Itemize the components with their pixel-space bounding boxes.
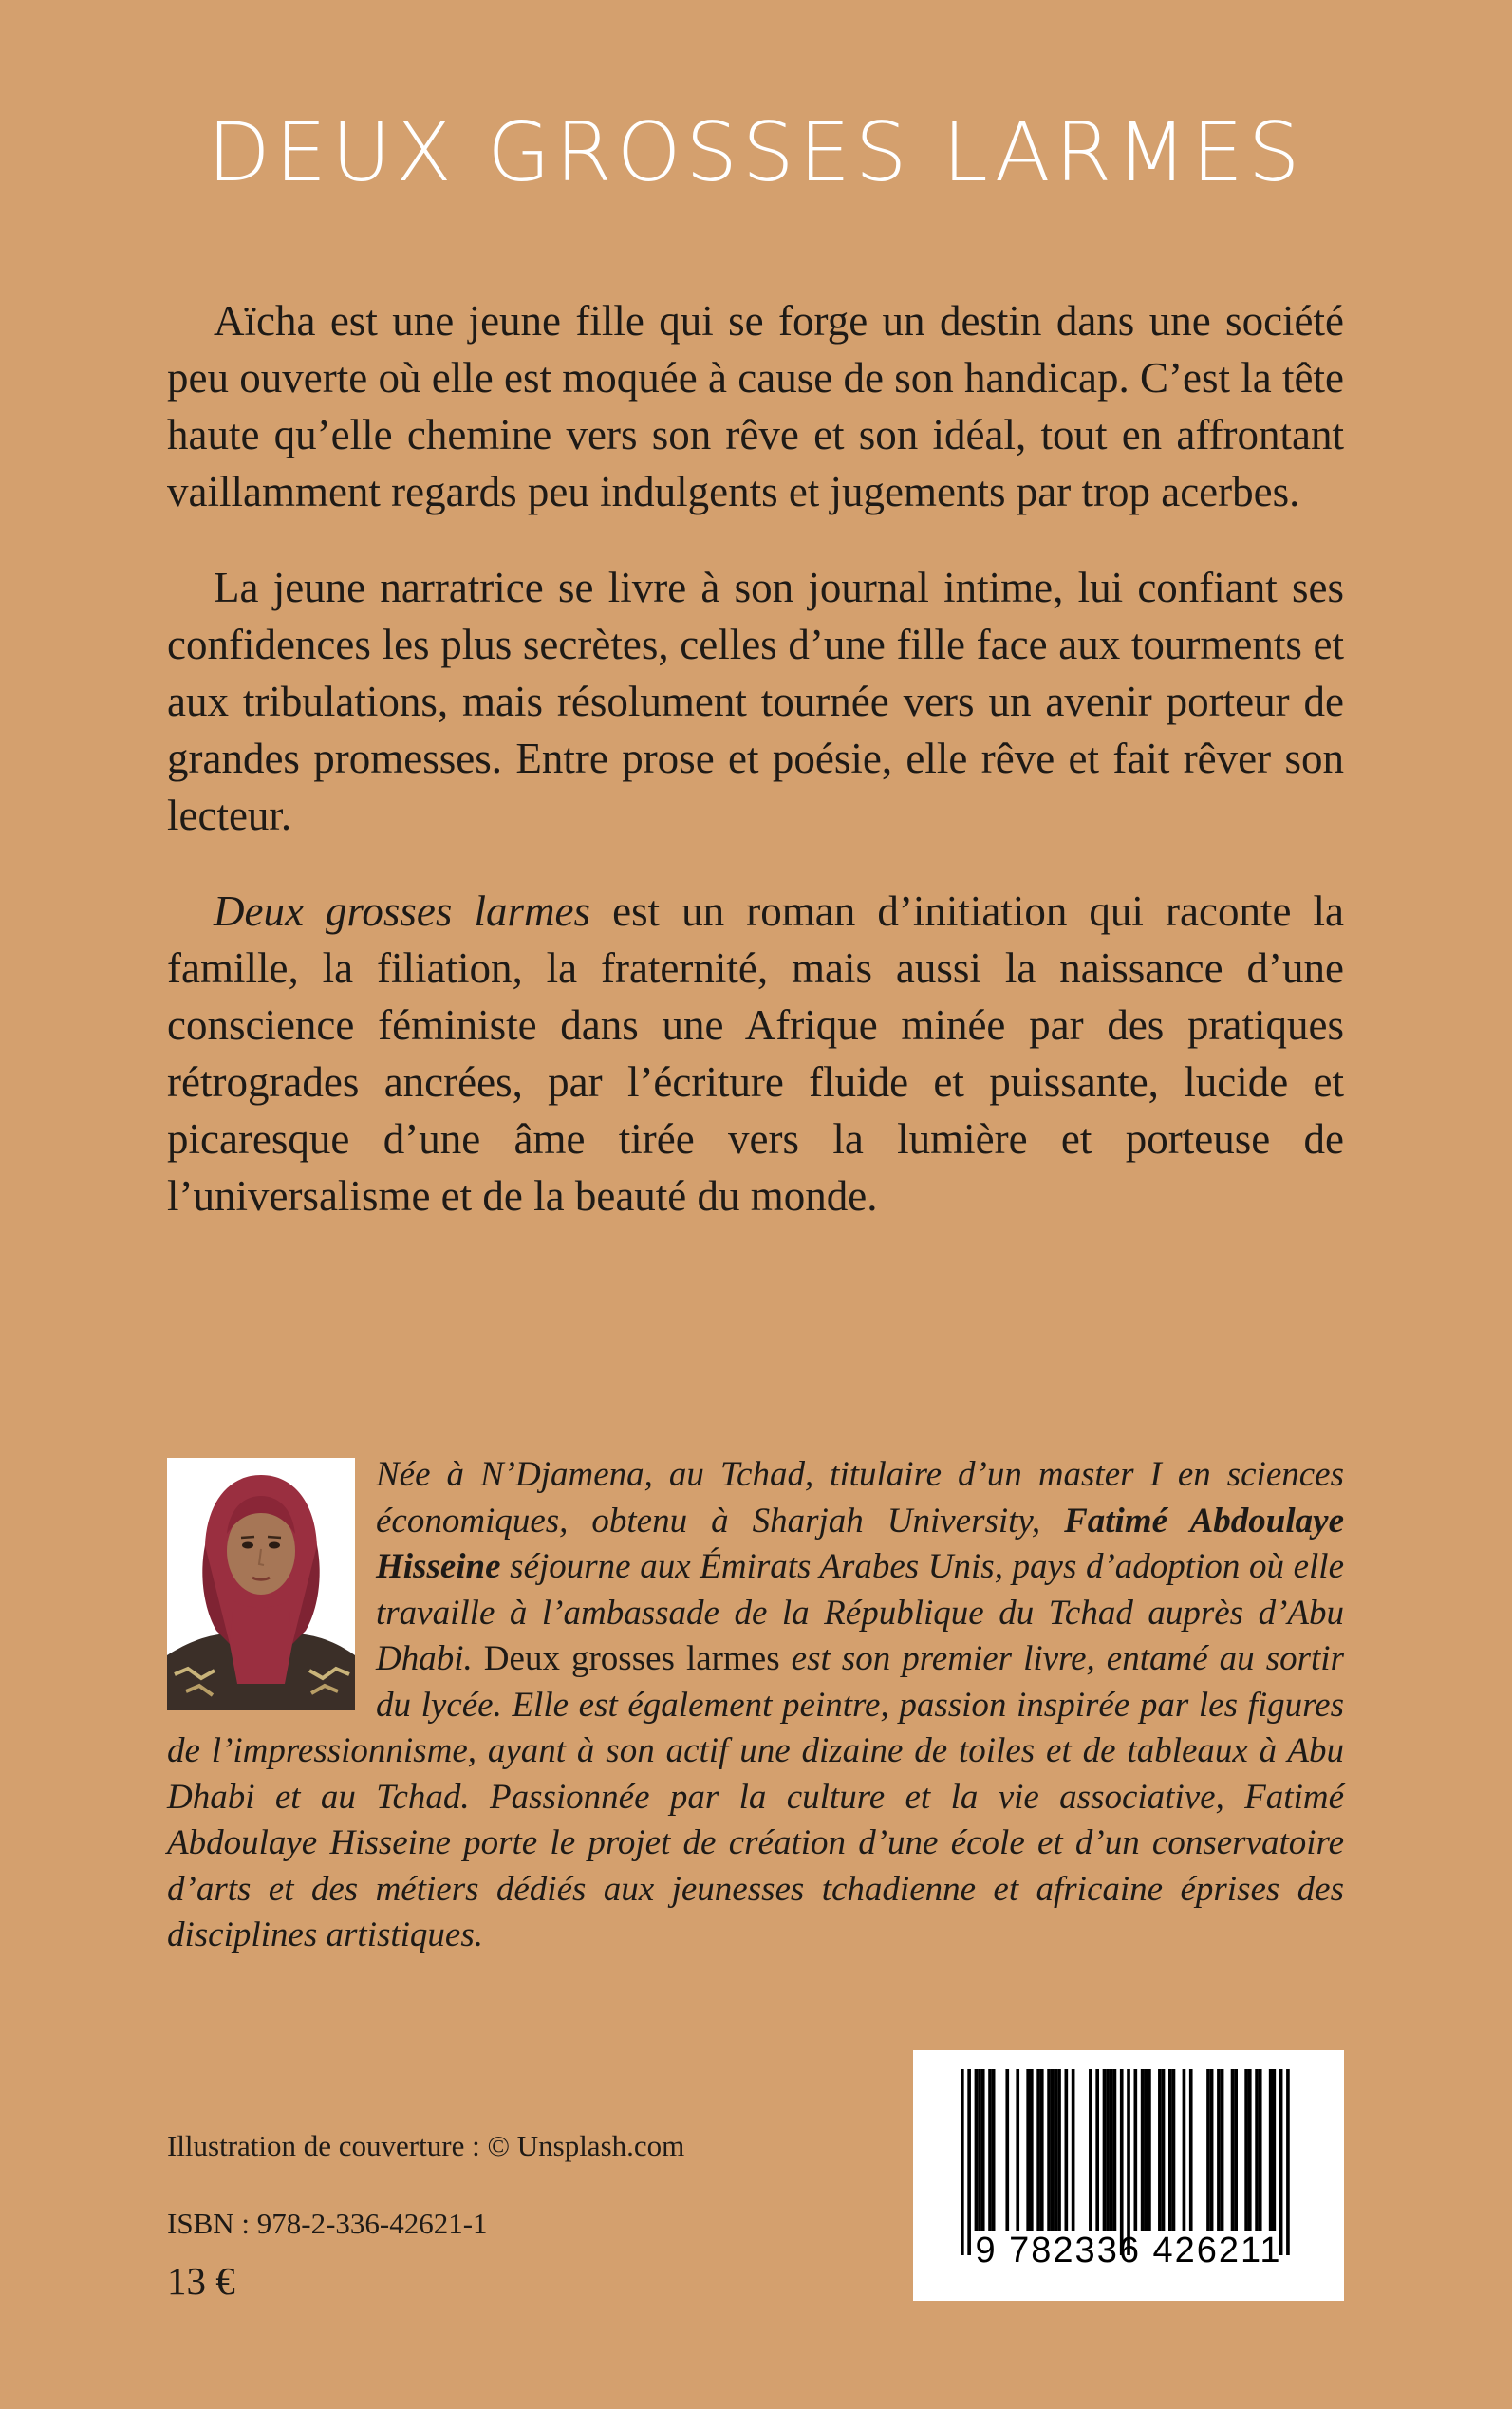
- barcode-bar: [1221, 2069, 1224, 2231]
- author-portrait: [167, 1458, 355, 1710]
- barcode-bar: [988, 2069, 992, 2231]
- barcode-bar: [1120, 2069, 1124, 2255]
- book-title: DEUX GROSSES LARMES: [207, 105, 1305, 200]
- synopsis-paragraph-1: Aïcha est une jeune fille qui se forge un destin dans une société peu ouverte où elle est moquée à cause de son handicap. C’est la tête haute qu’elle chemine vers son rêve et son idéal, tout en affrontant vaillamment regards peu indulgents et jugements par trop acerbes.: [167, 297, 1344, 515]
- barcode-bar: [1036, 2069, 1040, 2231]
- bio-text-1: Née à N’Djamena, au Tchad, titulaire d’un master I en sciences économiques, obtenu à Sharjah University,: [376, 1455, 1344, 1541]
- synopsis: [167, 292, 1344, 1263]
- barcode-bar: [1005, 2069, 1009, 2231]
- barcode-bar: [1141, 2069, 1145, 2231]
- bio-author-name: Fatimé Abdoulaye Hisseine: [376, 1501, 1344, 1586]
- barcode-bar: [1231, 2069, 1235, 2231]
- barcode-bar: [978, 2069, 981, 2231]
- barcode-bar: [1269, 2069, 1273, 2231]
- barcode-bar: [1113, 2069, 1117, 2231]
- synopsis-paragraph-3: [167, 883, 1344, 1224]
- barcode-bar: [1259, 2069, 1262, 2231]
- synopsis-book-title: Deux grosses larmes: [214, 887, 590, 935]
- barcode-bar: [1047, 2069, 1051, 2231]
- barcode-bar: [1026, 2069, 1030, 2231]
- barcode-bar: [1273, 2069, 1277, 2231]
- barcode-bar: [1210, 2069, 1214, 2231]
- barcode-bar: [1286, 2069, 1290, 2255]
- barcode-bar: [1244, 2069, 1248, 2231]
- barcode-bar: [1072, 2069, 1075, 2231]
- bio-text-2: séjourne aux Émirats Arabes Unis, pays d’adoption où elle travaille à l’ambassade de la République du Tchad auprès d’Abu Dhabi.: [376, 1547, 1344, 1678]
- barcode-bar: [981, 2069, 985, 2231]
- barcode-bar: [1248, 2069, 1252, 2231]
- barcode-bar: [1065, 2069, 1069, 2231]
- barcode-bar: [1055, 2069, 1058, 2231]
- barcode-bar: [1234, 2069, 1238, 2231]
- barcode-bar: [1110, 2069, 1113, 2231]
- barcode-bar: [1206, 2069, 1210, 2231]
- barcode-bar: [975, 2069, 979, 2231]
- barcode-bar: [1057, 2069, 1061, 2231]
- barcode-bar: [1103, 2069, 1107, 2231]
- barcode-bar: [961, 2069, 964, 2255]
- barcode-bar: [1127, 2069, 1130, 2255]
- barcode-bar: [1030, 2069, 1034, 2231]
- synopsis-paragraph-3-text: est un roman d’initiation qui raconte la famille, la filiation, la fraternité, mais aussi la naissance d’une conscience féministe dans une Afrique minée par des pratiques rétrogrades ancrées, par l’écriture fluide et puissante, lucide et picaresque d’une âme tirée vers la lumière et porteuse de l’universalisme et de la beauté du monde.: [167, 887, 1344, 1220]
- bio-text-3: est son premier livre, entamé au sortir du lycée. Elle est également peintre, passion inspirée par les figures de l’impressionnisme, ayant à son actif une dizaine de toiles et de tableaux à Abu Dhabi et au Tchad. Passionnée par la culture et la vie associative, Fatimé Abdoulaye Hisseine porte le projet de création d’une école et d’un conservatoire d’arts et des métiers dédiés aux jeunesses tchadienne et africaine éprises des disciplines artistiques.: [167, 1639, 1344, 1954]
- barcode-bar: [1279, 2069, 1283, 2255]
- price: 13 €: [167, 2259, 235, 2303]
- barcode-bar: [967, 2069, 971, 2255]
- barcode-bar: [1148, 2069, 1151, 2231]
- synopsis-paragraph-2: La jeune narratrice se livre à son journal intime, lui confiant ses confidences les plus secrètes, celles d’une fille face aux tourments et aux tribulations, mais résolument tournée vers un avenir porteur de grandes promesses. Entre prose et poésie, elle rêve et fait rêver son lecteur.: [167, 564, 1344, 839]
- barcode-bar: [1158, 2069, 1162, 2231]
- barcode-bar: [1106, 2069, 1110, 2231]
- barcode-bar: [1144, 2069, 1148, 2231]
- barcode-bar: [1016, 2069, 1019, 2231]
- barcode-bar: [1172, 2069, 1176, 2231]
- barcode-digits: 9 782336 426211: [975, 2231, 1282, 2270]
- illustration-credit: Illustration de couverture : © Unsplash.com: [167, 2129, 685, 2162]
- author-bio: [167, 1452, 1344, 1959]
- barcode-bar: [1051, 2069, 1055, 2231]
- barcode-bar: [1040, 2069, 1044, 2231]
- barcode-bar: [1255, 2069, 1259, 2231]
- barcode-bar: [1089, 2069, 1092, 2231]
- barcode-bar: [1095, 2069, 1099, 2231]
- isbn: ISBN : 978-2-336-42621-1: [167, 2207, 488, 2240]
- barcode: [913, 2050, 1344, 2301]
- barcode-bar: [1168, 2069, 1172, 2231]
- barcode-bar: [1217, 2069, 1221, 2231]
- barcode-bar: [992, 2069, 996, 2231]
- barcode-bar: [1134, 2069, 1138, 2231]
- barcode-bar: [1183, 2069, 1186, 2231]
- barcode-bar: [1189, 2069, 1193, 2231]
- bio-book-title: Deux grosses larmes: [483, 1639, 780, 1678]
- barcode-bar: [1162, 2069, 1166, 2231]
